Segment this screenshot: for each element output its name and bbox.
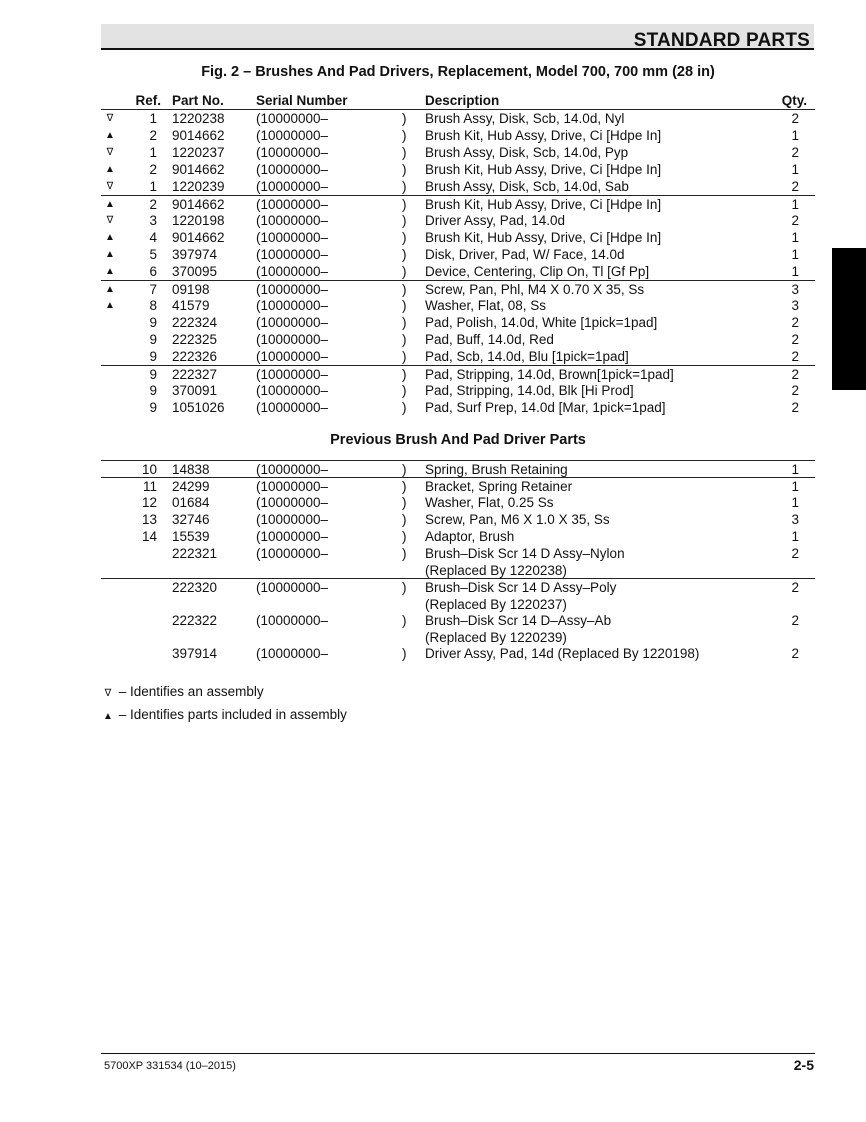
part-number-cell: 24299 <box>172 479 210 494</box>
previous-table-row <box>101 460 815 477</box>
quantity-cell: 2 <box>791 546 799 561</box>
ref-cell: 4 <box>149 230 157 245</box>
ref-cell: 9 <box>149 383 157 398</box>
serial-number-cell: (10000000– <box>256 282 329 297</box>
quantity-cell: 2 <box>791 367 799 382</box>
replacement-note: (Replaced By 1220237) <box>425 597 567 612</box>
assembly-symbol-icon: ∇ <box>104 688 112 699</box>
quantity-cell: 2 <box>791 145 799 160</box>
included-icon: ▲ <box>105 266 115 277</box>
serial-number-cell: (10000000– <box>256 383 329 398</box>
serial-close-cell: ) <box>402 179 407 194</box>
part-number-cell: 32746 <box>172 512 210 527</box>
serial-close-cell: ) <box>402 264 407 279</box>
ref-cell: 13 <box>141 512 157 527</box>
previous-table-row <box>101 528 815 545</box>
serial-close-cell: ) <box>402 546 407 561</box>
part-number-cell: 222322 <box>172 613 218 628</box>
part-number-cell: 15539 <box>172 529 210 544</box>
description-cell: Pad, Stripping, 14.0d, Blk [Hi Prod] <box>425 383 634 398</box>
description-cell: Pad, Scb, 14.0d, Blu [1pick=1pad] <box>425 349 629 364</box>
serial-number-cell: (10000000– <box>256 298 329 313</box>
description-cell: Pad, Buff, 14.0d, Red <box>425 332 554 347</box>
serial-number-cell: (10000000– <box>256 462 329 477</box>
serial-close-cell: ) <box>402 332 407 347</box>
quantity-cell: 1 <box>791 529 799 544</box>
col-part-header: Part No. <box>172 93 224 108</box>
ref-cell: 9 <box>149 349 157 364</box>
assembly-icon: ∇ <box>106 181 114 192</box>
page-number: 2-5 <box>793 1057 814 1073</box>
quantity-cell: 2 <box>791 332 799 347</box>
serial-close-cell: ) <box>402 298 407 313</box>
col-serial-header: Serial Number <box>256 93 348 108</box>
serial-close-cell: ) <box>402 613 407 628</box>
table-row <box>101 365 815 382</box>
serial-number-cell: (10000000– <box>256 197 329 212</box>
serial-number-cell: (10000000– <box>256 349 329 364</box>
part-number-cell: 1051026 <box>172 400 225 415</box>
included-symbol-icon: ▲ <box>103 711 113 722</box>
table-row <box>101 127 815 144</box>
serial-number-cell: (10000000– <box>256 400 329 415</box>
serial-number-cell: (10000000– <box>256 580 329 595</box>
table-row <box>101 263 815 280</box>
quantity-cell: 2 <box>791 613 799 628</box>
serial-close-cell: ) <box>402 367 407 382</box>
part-number-cell: 09198 <box>172 282 210 297</box>
part-number-cell: 41579 <box>172 298 210 313</box>
table-row <box>101 314 815 331</box>
serial-close-cell: ) <box>402 282 407 297</box>
ref-cell: 9 <box>149 332 157 347</box>
part-number-cell: 1220239 <box>172 179 225 194</box>
quantity-cell: 1 <box>791 264 799 279</box>
part-number-cell: 397974 <box>172 247 218 262</box>
part-number-cell: 1220238 <box>172 111 225 126</box>
serial-close-cell: ) <box>402 162 407 177</box>
ref-cell: 2 <box>149 197 157 212</box>
part-number-cell: 1220198 <box>172 213 225 228</box>
table-row <box>101 229 815 246</box>
description-cell: Brush Assy, Disk, Scb, 14.0d, Pyp <box>425 145 629 160</box>
serial-number-cell: (10000000– <box>256 332 329 347</box>
section-tab <box>832 248 866 390</box>
quantity-cell: 2 <box>791 646 799 661</box>
description-line: Brush–Disk Scr 14 D–Assy–Ab <box>425 613 612 628</box>
ref-cell: 2 <box>149 128 157 143</box>
ref-cell: 5 <box>149 247 157 262</box>
figure-title: Fig. 2 – Brushes And Pad Drivers, Replacement, Model 700, 700 mm (28 in) <box>201 64 715 80</box>
quantity-cell: 1 <box>791 128 799 143</box>
serial-number-cell: (10000000– <box>256 128 329 143</box>
serial-number-cell: (10000000– <box>256 179 329 194</box>
description-cell <box>425 645 699 662</box>
serial-close-cell: ) <box>402 230 407 245</box>
description-cell: Brush Assy, Disk, Scb, 14.0d, Nyl <box>425 111 625 126</box>
description-cell <box>425 579 616 613</box>
part-number-cell: 222327 <box>172 367 218 382</box>
part-number-cell: 14838 <box>172 462 210 477</box>
quantity-cell: 1 <box>791 247 799 262</box>
serial-close-cell: ) <box>402 383 407 398</box>
ref-cell: 7 <box>149 282 157 297</box>
description-cell <box>425 494 554 511</box>
description-line: Bracket, Spring Retainer <box>425 479 573 494</box>
footer-divider <box>101 1053 815 1054</box>
serial-number-cell: (10000000– <box>256 529 329 544</box>
serial-close-cell: ) <box>402 349 407 364</box>
serial-number-cell: (10000000– <box>256 247 329 262</box>
part-number-cell: 222321 <box>172 546 218 561</box>
previous-table-row <box>101 578 815 612</box>
description-cell: Device, Centering, Clip On, Tl [Gf Pp] <box>425 264 650 279</box>
ref-cell: 6 <box>149 264 157 279</box>
table-row <box>101 144 815 161</box>
description-cell <box>425 528 514 545</box>
serial-close-cell: ) <box>402 197 407 212</box>
serial-close-cell: ) <box>402 462 407 477</box>
quantity-cell: 1 <box>791 495 799 510</box>
page-title: STANDARD PARTS <box>633 30 810 51</box>
included-icon: ▲ <box>105 199 115 210</box>
quantity-cell: 2 <box>791 383 799 398</box>
included-icon: ▲ <box>105 300 115 311</box>
part-number-cell: 1220237 <box>172 145 225 160</box>
ref-cell: 11 <box>142 479 157 494</box>
ref-cell: 1 <box>149 179 157 194</box>
table-row <box>101 297 815 314</box>
description-line: Brush–Disk Scr 14 D Assy–Poly <box>425 580 617 595</box>
part-number-cell: 370095 <box>172 264 218 279</box>
ref-cell: 2 <box>149 162 157 177</box>
serial-number-cell: (10000000– <box>256 162 329 177</box>
assembly-icon: ∇ <box>106 113 114 124</box>
description-cell: Screw, Pan, Phl, M4 X 0.70 X 35, Ss <box>425 282 645 297</box>
quantity-cell: 2 <box>791 580 799 595</box>
footer-doc-number: 5700XP 331534 (10–2015) <box>104 1060 236 1072</box>
description-cell <box>425 511 610 528</box>
part-number-cell: 9014662 <box>172 230 225 245</box>
ref-cell: 10 <box>141 462 157 477</box>
assembly-icon: ∇ <box>106 147 114 158</box>
previous-table-row <box>101 477 815 494</box>
previous-table-row <box>101 494 815 511</box>
legend-included <box>101 707 347 722</box>
description-line: Washer, Flat, 0.25 Ss <box>425 495 554 510</box>
serial-number-cell: (10000000– <box>256 315 329 330</box>
quantity-cell: 2 <box>791 315 799 330</box>
description-line: Spring, Brush Retaining <box>425 462 568 477</box>
ref-cell: 9 <box>149 315 157 330</box>
table-row <box>101 280 815 297</box>
serial-number-cell: (10000000– <box>256 479 329 494</box>
ref-cell: 1 <box>149 145 157 160</box>
serial-close-cell: ) <box>402 529 407 544</box>
description-line: Brush–Disk Scr 14 D Assy–Nylon <box>425 546 625 561</box>
quantity-cell: 2 <box>791 213 799 228</box>
serial-close-cell: ) <box>402 213 407 228</box>
quantity-cell: 3 <box>791 512 799 527</box>
table-row <box>101 110 815 127</box>
ref-cell: 9 <box>149 367 157 382</box>
serial-number-cell: (10000000– <box>256 495 329 510</box>
header-band <box>101 24 814 50</box>
serial-number-cell: (10000000– <box>256 367 329 382</box>
included-icon: ▲ <box>105 130 115 141</box>
assembly-icon: ∇ <box>106 215 114 226</box>
description-cell <box>425 545 625 579</box>
serial-number-cell: (10000000– <box>256 145 329 160</box>
serial-number-cell: (10000000– <box>256 613 329 628</box>
previous-parts-title: Previous Brush And Pad Driver Parts <box>330 432 586 448</box>
ref-cell: 1 <box>149 111 157 126</box>
part-number-cell: 9014662 <box>172 162 225 177</box>
description-cell: Driver Assy, Pad, 14.0d <box>425 213 566 228</box>
quantity-cell: 2 <box>791 400 799 415</box>
serial-number-cell: (10000000– <box>256 230 329 245</box>
part-number-cell: 9014662 <box>172 197 225 212</box>
part-number-cell: 222326 <box>172 349 218 364</box>
previous-table-row <box>101 645 815 662</box>
quantity-cell: 1 <box>791 230 799 245</box>
serial-number-cell: (10000000– <box>256 546 329 561</box>
quantity-cell: 2 <box>791 179 799 194</box>
description-cell <box>425 461 568 478</box>
serial-number-cell: (10000000– <box>256 264 329 279</box>
table-row <box>101 331 815 348</box>
description-cell: Brush Assy, Disk, Scb, 14.0d, Sab <box>425 179 629 194</box>
table-row <box>101 195 815 212</box>
col-desc-header: Description <box>425 93 500 108</box>
previous-table-row <box>101 511 815 528</box>
part-number-cell: 222325 <box>172 332 218 347</box>
part-number-cell: 397914 <box>172 646 218 661</box>
col-ref-header: Ref. <box>135 93 161 108</box>
table-row <box>101 178 815 195</box>
part-number-cell: 222324 <box>172 315 218 330</box>
included-icon: ▲ <box>105 232 115 243</box>
serial-number-cell: (10000000– <box>256 213 329 228</box>
legend-assembly-text: – Identifies an assembly <box>118 684 264 699</box>
description-cell: Brush Kit, Hub Assy, Drive, Ci [Hdpe In] <box>425 128 662 143</box>
part-number-cell: 01684 <box>172 495 210 510</box>
legend-assembly <box>101 684 264 699</box>
description-cell: Pad, Stripping, 14.0d, Brown[1pick=1pad] <box>425 367 674 382</box>
quantity-cell: 2 <box>791 349 799 364</box>
description-cell: Brush Kit, Hub Assy, Drive, Ci [Hdpe In] <box>425 230 662 245</box>
col-qty-header: Qty. <box>781 93 807 108</box>
included-icon: ▲ <box>105 249 115 260</box>
ref-cell: 3 <box>149 213 157 228</box>
ref-cell: 8 <box>149 298 157 313</box>
description-cell: Disk, Driver, Pad, W/ Face, 14.0d <box>425 247 625 262</box>
ref-cell: 14 <box>141 529 157 544</box>
description-cell: Washer, Flat, 08, Ss <box>425 298 547 313</box>
description-line: Driver Assy, Pad, 14d (Replaced By 1220198) <box>425 646 700 661</box>
serial-number-cell: (10000000– <box>256 111 329 126</box>
serial-close-cell: ) <box>402 128 407 143</box>
serial-number-cell: (10000000– <box>256 512 329 527</box>
description-cell <box>425 478 572 495</box>
quantity-cell: 1 <box>791 479 799 494</box>
serial-close-cell: ) <box>402 247 407 262</box>
replacement-note: (Replaced By 1220238) <box>425 563 567 578</box>
legend-included-text: – Identifies parts included in assembly <box>118 707 347 722</box>
table-row <box>101 161 815 178</box>
serial-close-cell: ) <box>402 145 407 160</box>
ref-cell: 9 <box>149 400 157 415</box>
included-icon: ▲ <box>105 164 115 175</box>
quantity-cell: 3 <box>791 282 799 297</box>
quantity-cell: 3 <box>791 298 799 313</box>
description-cell: Pad, Surf Prep, 14.0d [Mar, 1pick=1pad] <box>425 400 666 415</box>
serial-close-cell: ) <box>402 495 407 510</box>
table-row <box>101 382 815 399</box>
serial-close-cell: ) <box>402 479 407 494</box>
description-line: Screw, Pan, M6 X 1.0 X 35, Ss <box>425 512 610 527</box>
part-number-cell: 370091 <box>172 383 218 398</box>
previous-table-row <box>101 612 815 646</box>
included-icon: ▲ <box>105 284 115 295</box>
serial-close-cell: ) <box>402 646 407 661</box>
table-row <box>101 399 815 416</box>
table-row <box>101 246 815 263</box>
quantity-cell: 1 <box>791 162 799 177</box>
description-line: Adaptor, Brush <box>425 529 515 544</box>
previous-table-row <box>101 545 815 579</box>
serial-close-cell: ) <box>402 400 407 415</box>
serial-close-cell: ) <box>402 111 407 126</box>
ref-cell: 12 <box>141 495 157 510</box>
table-header <box>101 92 815 110</box>
quantity-cell: 1 <box>791 462 799 477</box>
description-cell: Pad, Polish, 14.0d, White [1pick=1pad] <box>425 315 658 330</box>
description-cell: Brush Kit, Hub Assy, Drive, Ci [Hdpe In] <box>425 162 662 177</box>
description-cell <box>425 612 611 646</box>
table-row <box>101 348 815 365</box>
replacement-note: (Replaced By 1220239) <box>425 630 567 645</box>
part-number-cell: 9014662 <box>172 128 225 143</box>
quantity-cell: 1 <box>791 197 799 212</box>
table-row <box>101 212 815 229</box>
part-number-cell: 222320 <box>172 580 218 595</box>
serial-close-cell: ) <box>402 580 407 595</box>
serial-close-cell: ) <box>402 315 407 330</box>
description-cell: Brush Kit, Hub Assy, Drive, Ci [Hdpe In] <box>425 197 662 212</box>
quantity-cell: 2 <box>791 111 799 126</box>
serial-number-cell: (10000000– <box>256 646 329 661</box>
serial-close-cell: ) <box>402 512 407 527</box>
